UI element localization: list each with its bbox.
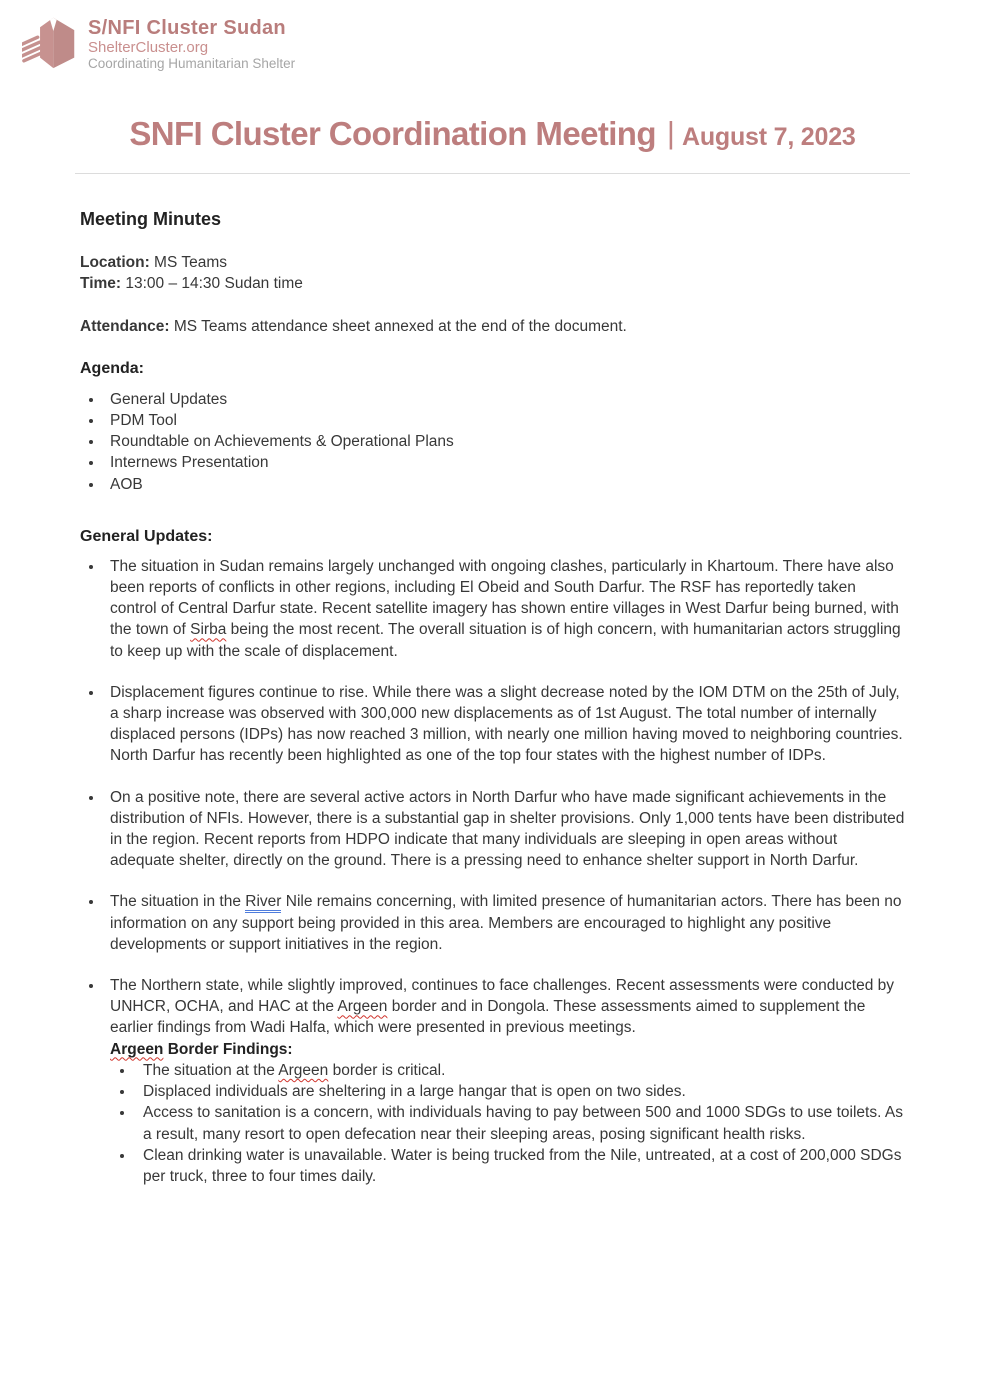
- agenda-item-label: Roundtable on Achievements & Operational Plans: [110, 433, 454, 451]
- text-segment: Displaced individuals are sheltering in a large hangar that is open on two sides.: [143, 1083, 686, 1101]
- text-segment: The Northern state, while slightly improved, continues to face challenges. Recent assessments were conducted by UNHCR, OCHA, and HAC at the: [110, 977, 895, 1016]
- text-segment-bold: Attendance:: [80, 317, 170, 335]
- argeen-findings-list: [80, 1060, 905, 1187]
- text-segment: On a positive note, there are several active actors in North Darfur who have made significant achievements in the distribution of NFIs. However, there is a substantial gap in shelter provisions. Only 1,000 tents have been distributed in the region. Recent reports from HDPO indicate that many individuals are sleeping in open areas without adequate shelter, directly on the ground. There is a pressing need to enhance shelter support in North Darfur.: [110, 788, 905, 870]
- document-date: August 7, 2023: [681, 123, 856, 152]
- finding-bullet: [80, 1081, 905, 1102]
- shelter-cluster-logo: [0, 0, 985, 76]
- logo-site: ShelterCluster.org: [88, 39, 209, 57]
- general-updates-heading: General Updates:: [80, 527, 213, 545]
- agenda-item-label: PDM Tool: [110, 412, 177, 430]
- argeen-findings-section: [80, 1039, 905, 1187]
- text-segment: The situation in Sudan remains largely unchanged with ongoing clashes, particularly in Khartoum. There have also been reports of conflicts in other regions, including El Obeid and South Darfur. The RSF has reportedly taken control of Central Darfur state. Recent satellite imagery has shown entire villages in West Darfur being burned, with the town of: [110, 557, 899, 639]
- agenda-heading: Agenda:: [80, 359, 144, 377]
- text-segment: Access to sanitation is a concern, with individuals having to pay between 500 and 1000 SDGs to use toilets. As a result, many resort to open defecation near their sleeping areas, posing significant health risks.: [143, 1104, 903, 1143]
- shelter-cluster-logo-icon: [22, 13, 79, 76]
- text-segment: The situation in the: [110, 893, 246, 911]
- agenda-item-label: Internews Presentation: [110, 454, 269, 472]
- text-segment: 13:00 – 14:30 Sudan time: [121, 275, 303, 293]
- finding-bullet: [80, 1060, 905, 1081]
- text-segment: Nile remains concerning, with limited presence of humanitarian actors. There has been no information on any support being provided in this area. Members are encouraged to highlight any positive developments or support initiatives in the region.: [110, 893, 902, 953]
- text-segment: Border Findings:: [163, 1040, 293, 1058]
- agenda-item: [80, 452, 905, 473]
- update-bullet: [80, 556, 905, 662]
- location-line: [80, 252, 905, 273]
- text-segment-bold: Time:: [80, 275, 122, 293]
- text-segment: Displacement figures continue to rise. While there was a slight decrease noted by the IOM DTM on the 25th of July, a sharp increase was observed with 300,000 new displacements as of 1st August. The total number of internally displaced persons (IDPs) has now reached 3 million, with nearly one million having moved to neighboring countries. North Darfur has recently been highlighted as one of the top four states with the highest number of IDPs.: [110, 683, 903, 765]
- agenda-item: [80, 431, 905, 452]
- update-bullet: [80, 787, 905, 872]
- text-segment-misspell: Argeen: [110, 1040, 164, 1058]
- logo-text-block: [88, 17, 295, 72]
- document-body: [0, 174, 985, 1187]
- agenda-item: [80, 410, 905, 431]
- text-segment: being the most recent. The overall situation is of high concern, with humanitarian actors struggling to keep up with the scale of displacement.: [110, 621, 901, 660]
- agenda-item-label: General Updates: [110, 390, 228, 408]
- logo-tagline: Coordinating Humanitarian Shelter: [88, 56, 296, 72]
- text-segment: The situation at the: [143, 1061, 279, 1079]
- logo-title: S/NFI Cluster Sudan: [88, 17, 286, 40]
- document-title: [60, 112, 925, 159]
- text-segment: MS Teams: [149, 254, 227, 272]
- text-segment-misspell: Sirba: [190, 621, 227, 639]
- argeen-findings-heading: [110, 1039, 905, 1060]
- text-segment-misspell: Argeen: [337, 998, 388, 1016]
- finding-bullet: [80, 1102, 905, 1144]
- agenda-item-label: AOB: [110, 475, 143, 493]
- update-bullet: [80, 682, 905, 767]
- title-separator: |: [666, 115, 675, 151]
- agenda-item: [80, 389, 905, 410]
- update-bullet: [80, 975, 905, 1039]
- agenda-list: [80, 389, 905, 495]
- text-segment-misspell: Argeen: [278, 1061, 329, 1079]
- attendance-line: [80, 316, 905, 337]
- text-segment: MS Teams attendance sheet annexed at the end of the document.: [169, 317, 627, 335]
- minutes-heading: Meeting Minutes: [80, 209, 222, 230]
- text-segment-bold: Location:: [80, 254, 150, 272]
- text-segment-grammar: River: [245, 893, 281, 913]
- document-title-text: SNFI Cluster Coordination Meeting: [129, 115, 656, 153]
- text-segment: Clean drinking water is unavailable. Water is being trucked from the Nile, untreated, at a cost of 200,000 SDGs per truck, three to four times daily.: [143, 1146, 902, 1185]
- finding-bullet: [80, 1145, 905, 1187]
- agenda-item: [80, 474, 905, 495]
- update-bullet: [80, 891, 905, 955]
- general-updates-list: [80, 556, 905, 1039]
- text-segment: border is critical.: [328, 1061, 446, 1079]
- text-segment: border and in Dongola. These assessments aimed to supplement the earlier findings from Wadi Halfa, which were presented in previous meetings.: [110, 998, 866, 1037]
- time-line: [80, 273, 905, 294]
